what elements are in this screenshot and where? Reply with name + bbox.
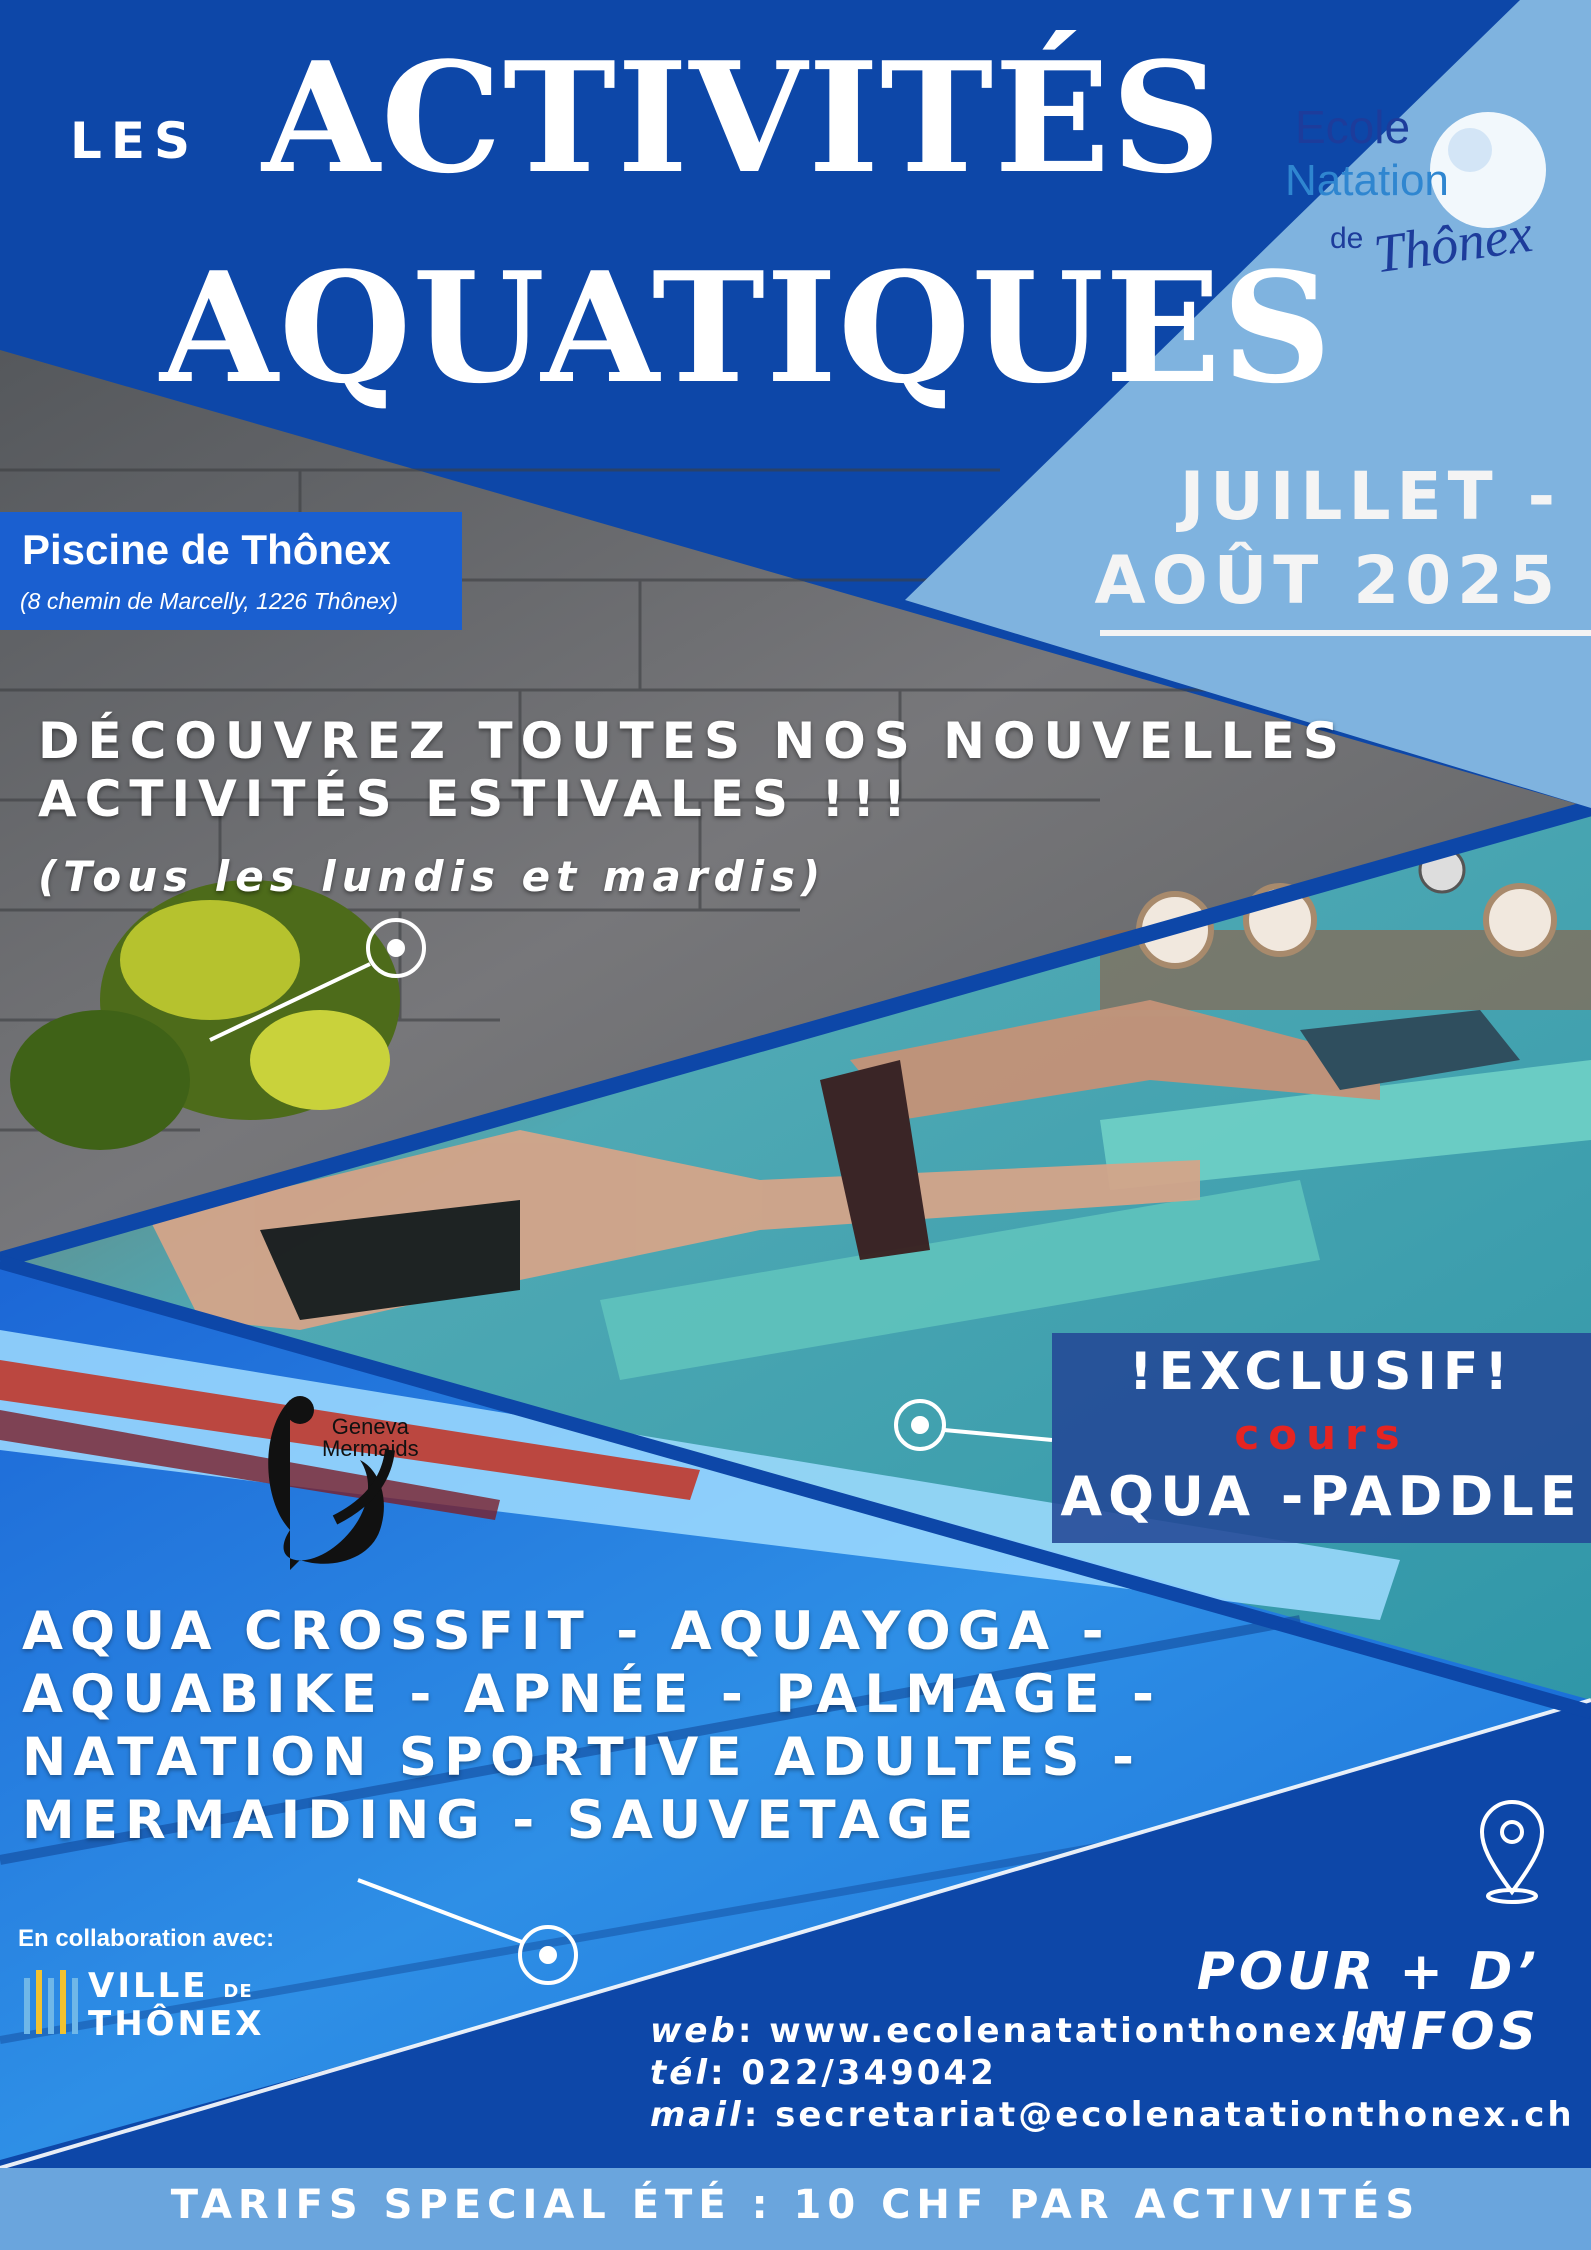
activities-list — [22, 1600, 1161, 1852]
dates-line2: AOÛT 2025 — [1094, 542, 1561, 619]
discover-line2: ACTIVITÉS ESTIVALES !!! — [38, 770, 914, 828]
logo-de: de — [1330, 222, 1364, 255]
contact-phone[interactable] — [650, 2052, 1575, 2094]
web-label: web — [650, 2011, 738, 2051]
logo-ecole: Ecole — [1295, 101, 1411, 153]
geneva-mermaids-text — [322, 1416, 419, 1460]
exclusive-cours: cours — [1234, 1410, 1409, 1459]
logo-thonex: Thônex — [1370, 202, 1536, 285]
venue-address: (8 chemin de Marcelly, 1226 Thônex) — [20, 588, 398, 614]
title-prefix: LES — [70, 112, 200, 170]
exclusive-label: !EXCLUSIF! — [1128, 1342, 1515, 1402]
ville-de-thonex-line2: THÔNEX — [88, 2004, 265, 2044]
discover-heading — [38, 712, 1347, 828]
contact-web[interactable] — [650, 2010, 1575, 2052]
exclusive-activity: AQUA -PADDLE — [1060, 1465, 1583, 1528]
mail-value: : secretariat@ecolenatationthonex.ch — [743, 2095, 1575, 2135]
web-value: : www.ecolenatationthonex.ch — [737, 2011, 1406, 2051]
ville-de-thonex-line1 — [88, 1966, 253, 2006]
event-dates — [1095, 455, 1561, 623]
date-underline — [1100, 630, 1591, 636]
discover-line1: DÉCOUVREZ TOUTES NOS NOUVELLES — [38, 712, 1347, 770]
collaboration-label: En collaboration avec: — [18, 1925, 275, 1952]
ville-word: VILLE — [88, 1966, 209, 2006]
venue-name: Piscine de Thônex — [22, 526, 391, 573]
contact-details — [650, 2010, 1575, 2136]
dates-line1: JUILLET - — [1179, 458, 1561, 535]
activity-line: MERMAIDING - SAUVETAGE — [22, 1790, 981, 1851]
activity-line: NATATION SPORTIVE ADULTES - — [22, 1727, 1142, 1788]
tarif-text: TARIFS SPECIAL ÉTÉ : 10 CHF PAR ACTIVITÉS — [170, 2182, 1421, 2228]
contact-mail[interactable] — [650, 2094, 1575, 2136]
logo-natation: Natation — [1285, 156, 1449, 205]
schedule-days: (Tous les lundis et mardis) — [38, 852, 827, 901]
mermaids-line2: Mermaids — [322, 1436, 419, 1461]
title-line2: AQUATIQUES — [160, 238, 1333, 417]
activity-line: AQUABIKE - APNÉE - PALMAGE - — [22, 1664, 1162, 1725]
tel-label: tél — [650, 2053, 710, 2093]
title-line1: ACTIVITÉS — [262, 28, 1222, 207]
info-title: POUR + D’ INFOS — [1196, 1942, 1540, 2062]
tel-value: : 022/349042 — [709, 2053, 997, 2093]
de-word: DE — [223, 1981, 253, 2002]
mermaids-line1: Geneva — [331, 1414, 409, 1439]
activity-line: AQUA CROSSFIT - AQUAYOGA - — [22, 1601, 1111, 1662]
mail-label: mail — [650, 2095, 744, 2135]
